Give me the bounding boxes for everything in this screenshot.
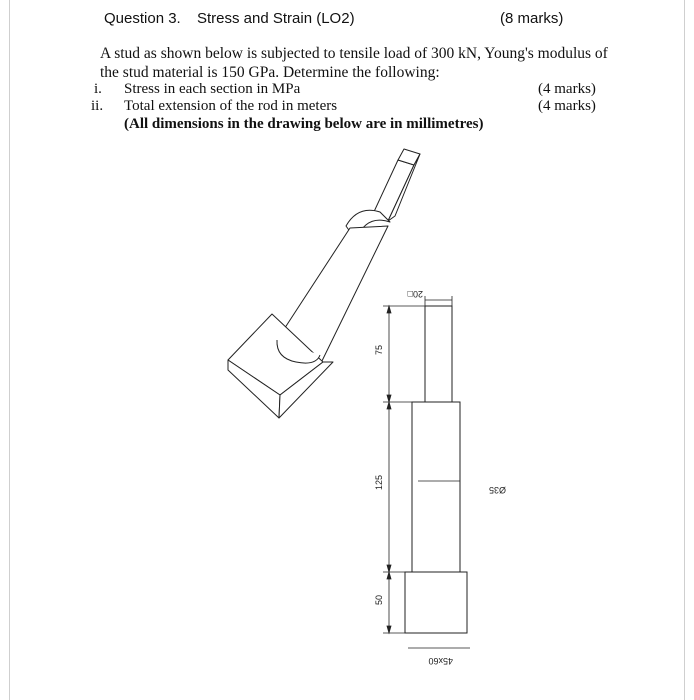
dimensions-note: (All dimensions in the drawing below are in millimetres) xyxy=(124,116,484,132)
length-top-label: 75 xyxy=(374,344,384,355)
item-2-text: Total extension of the rod in meters xyxy=(124,98,338,114)
item-1-text: Stress in each section in MPa xyxy=(124,81,301,97)
stud-isometric-view xyxy=(228,149,420,418)
item-1-marks: (4 marks) xyxy=(538,81,596,97)
top-square-section xyxy=(425,306,452,402)
stud-front-view xyxy=(405,296,470,648)
item-2-number: ii. xyxy=(91,98,104,114)
top-section-label: 20□ xyxy=(407,289,423,299)
bottom-section-label: 45x60 xyxy=(428,656,453,666)
middle-section-label: Ø35 xyxy=(488,485,506,495)
question-topic: Stress and Strain (LO2) xyxy=(197,10,355,27)
problem-statement-line-1: A stud as shown below is subjected to tensile load of 300 kN, Young's modulus of xyxy=(100,45,608,62)
item-1-number: i. xyxy=(94,81,102,97)
item-2-marks: (4 marks) xyxy=(538,98,596,114)
length-bottom-label: 50 xyxy=(374,594,384,605)
question-number: Question 3. xyxy=(104,10,181,27)
problem-statement-line-2: the stud material is 150 GPa. Determine the following: xyxy=(100,64,440,81)
middle-round-section xyxy=(412,402,460,572)
question-marks: (8 marks) xyxy=(500,10,564,27)
length-middle-label: 125 xyxy=(374,474,384,490)
bottom-block-section xyxy=(405,572,467,633)
